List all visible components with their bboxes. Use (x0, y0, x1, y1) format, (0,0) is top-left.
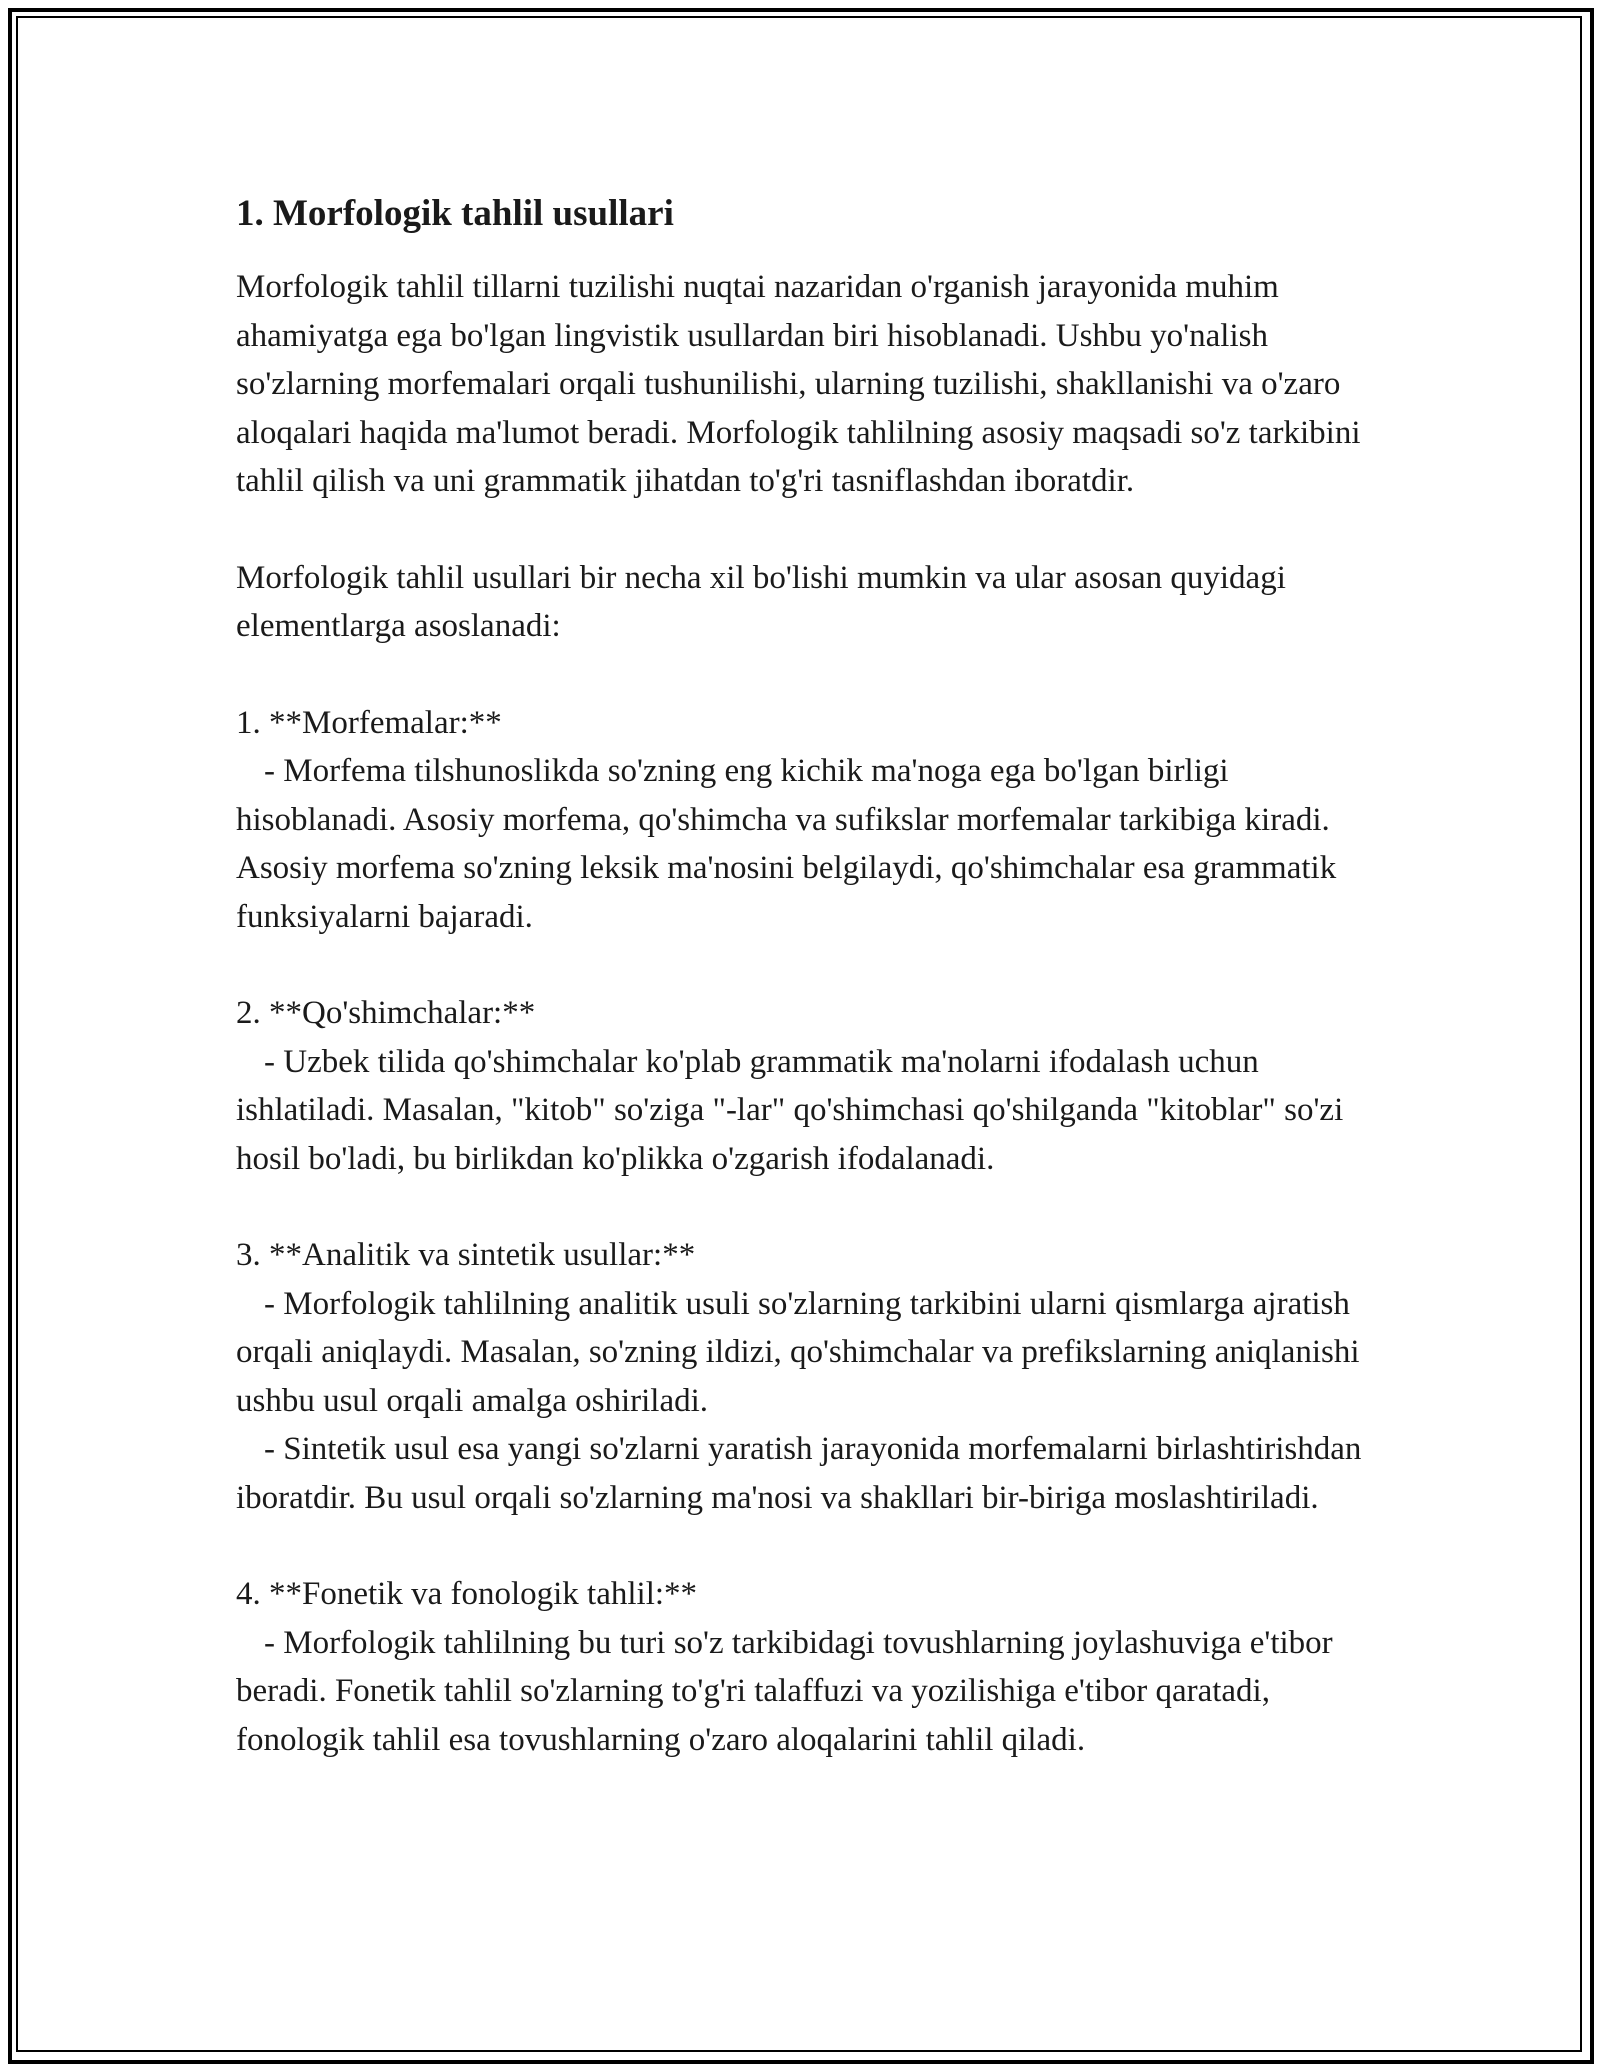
section-heading: 3. **Analitik va sintetik usullar:** (236, 1237, 696, 1273)
section-point: - Morfologik tahlilning analitik usuli so'zlarning tarkibini ularni qismlarga ajratish orqali aniqlaydi. Masalan, so'zning ildizi, qo'shimchalar va prefikslarning aniqlanishi ushbu usul orqali amalga oshiriladi. (236, 1285, 1360, 1419)
section-fonetik-fonologik (236, 1570, 1366, 1764)
lead-paragraph: Morfologik tahlil usullari bir necha xil bo'lishi mumkin va ular asosan quyidagi elementlarga asoslanadi: (236, 559, 1286, 644)
document-title: 1. Morfologik tahlil usullari (236, 193, 674, 234)
section-analitik-sintetik (236, 1231, 1366, 1522)
section-morfemalar (236, 699, 1366, 942)
section-heading: 1. **Morfemalar:** (236, 704, 502, 741)
document-body (236, 185, 1366, 1812)
section-point: - Morfologik tahlilning bu turi so'z tarkibidagi tovushlarning joylashuviga e'tibor beradi. Fonetik tahlil so'zlarning to'g'ri talaffuzi va yozilishiga e'tibor qaratadi, fonologik tahlil esa tovushlarning o'zaro aloqalarini tahlil qiladi. (236, 1624, 1333, 1758)
section-point: - Uzbek tilida qo'shimchalar ko'plab grammatik ma'nolarni ifodalash uchun ishlatiladi. Masalan, "kitob" so'ziga "-lar" qo'shimchasi qo'shilganda "kitoblar" so'zi hosil bo'ladi, bu birlikdan ko'plikka o'zgarish ifodalanadi. (236, 1043, 1344, 1177)
section-qoshimchalar (236, 989, 1366, 1183)
section-heading: 2. **Qo'shimchalar:** (236, 995, 536, 1031)
intro-paragraph: Morfologik tahlil tillarni tuzilishi nuqtai nazaridan o'rganish jarayonida muhim ahamiyatga ega bo'lgan lingvistik usullardan biri hisoblanadi. Ushbu yo'nalish so'zlarning morfemalari orqali tushunilishi, ularning tuzilishi, shakllanishi va o'zaro aloqalari haqida ma'lumot beradi. Morfologik tahlilning asosiy maqsadi so'z tarkibini tahlil qilish va uni grammatik jihatdan to'g'ri tasniflashdan iboratdir. (236, 269, 1361, 499)
section-point: - Sintetik usul esa yangi so'zlarni yaratish jarayonida morfemalarni birlashtirishdan iboratdir. Bu usul orqali so'zlarning ma'nosi va shakllari bir-biriga moslashtiriladi. (236, 1431, 1362, 1516)
section-point: - Morfema tilshunoslikda so'zning eng kichik ma'noga ega bo'lgan birligi hisoblanadi. Asosiy morfema, qo'shimcha va sufikslar morfemalar tarkibiga kiradi. Asosiy morfema so'zning leksik ma'nosini belgilaydi, qo'shimchalar esa grammatik funksiyalarni bajaradi. (236, 753, 1337, 935)
section-heading: 4. **Fonetik va fonologik tahlil:** (236, 1576, 698, 1612)
